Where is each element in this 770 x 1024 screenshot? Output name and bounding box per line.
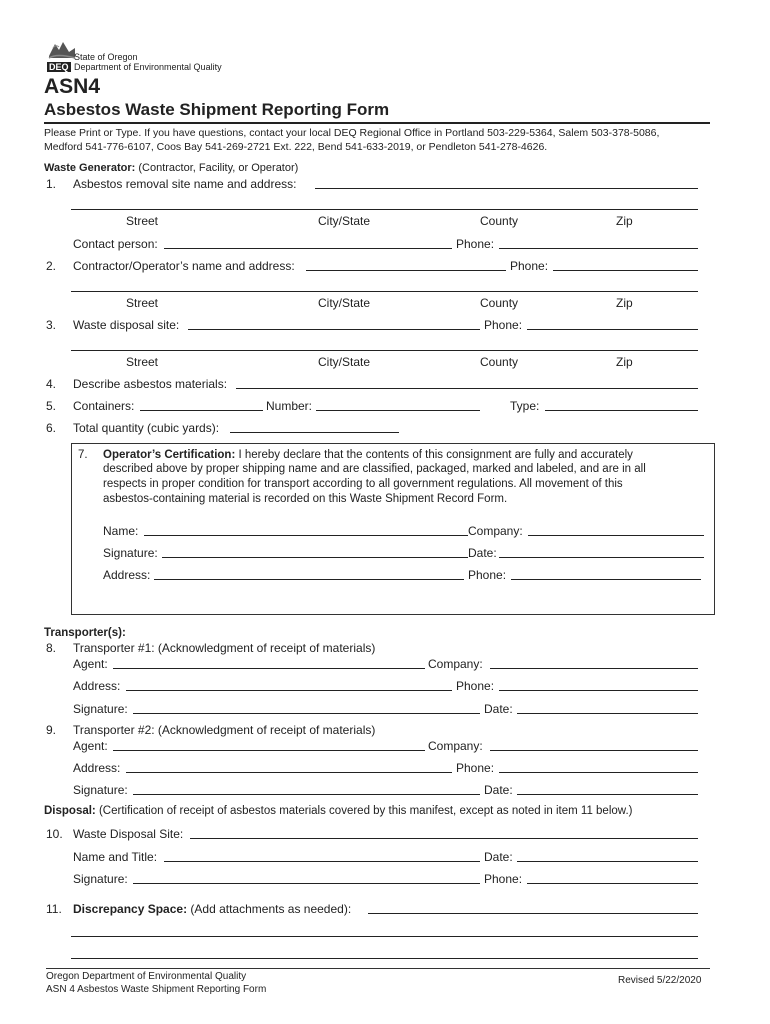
item-8-number: 8. [46,641,57,655]
item-5-number: 5. [46,399,57,413]
cert-name-field[interactable] [144,535,468,536]
cert-phone-field[interactable] [511,579,701,580]
t2-date-label: Date: [484,783,513,797]
disposal-date-label: Date: [484,850,513,864]
contractor-phone-field[interactable] [553,270,698,271]
transporters-heading: Transporter(s): [44,627,126,639]
item-3-label: Waste disposal site: [73,318,180,332]
t2-phone-field[interactable] [499,772,698,773]
contact-phone-field[interactable] [499,248,698,249]
type-field[interactable] [545,410,698,411]
disposal-phone-field[interactable] [527,883,698,884]
disposal-date-field[interactable] [517,861,698,862]
disposal-phone-field[interactable] [527,329,698,330]
t2-signature-label: Signature: [73,783,128,797]
transporter-2-label: Transporter #2: (Acknowledgment of receipt of materials) [73,723,376,737]
footer-form-ref: ASN 4 Asbestos Waste Shipment Reporting Form [46,984,267,995]
cert-address-field[interactable] [154,579,464,580]
discrepancy-label: Discrepancy Space: (Add attachments as needed): [73,902,352,916]
name-title-label: Name and Title: [73,850,158,864]
cert-signature-label: Signature: [103,546,158,560]
t2-agent-field[interactable] [113,750,425,751]
t2-address-field[interactable] [126,772,452,773]
disposal-site-name-field[interactable] [190,838,698,839]
disposal-phone-label: Phone: [484,318,523,332]
contractor-phone-label: Phone: [510,259,549,273]
disposal-phone-label: Phone: [484,872,523,886]
item-2-label: Contractor/Operator’s name and address: [73,259,295,273]
col-city-state: City/State [318,214,371,228]
certification-line-1: Operator’s Certification: I hereby declare that the contents of this consignment are fully and accurately [103,449,633,461]
col-city-state: City/State [318,355,371,369]
site-address-field[interactable] [71,209,698,210]
discrepancy-field-2[interactable] [71,936,698,937]
certification-line-3: respects in proper condition for transport according to all government regulations. All movement of this [103,478,623,490]
col-zip: Zip [616,214,633,228]
transporter-1-label: Transporter #1: (Acknowledgment of receipt of materials) [73,641,376,655]
title-rule [44,122,710,124]
instructions-line-2: Medford 541-776-6107, Coos Bay 541-269-2721 Ext. 222, Bend 541-633-2019, or Pendleton 541-278-4626. [44,141,548,153]
item-6-label: Total quantity (cubic yards): [73,421,220,435]
deq-badge: DEQ [49,62,69,72]
t1-signature-field[interactable] [133,713,480,714]
col-zip: Zip [616,296,633,310]
department-label: Department of Environmental Quality [74,62,222,72]
t2-signature-field[interactable] [133,794,480,795]
disposal-signature-label: Signature: [73,872,128,886]
site-name-field[interactable] [315,188,698,189]
col-street: Street [126,296,159,310]
t1-address-field[interactable] [126,690,452,691]
col-street: Street [126,355,159,369]
cert-phone-label: Phone: [468,568,507,582]
cert-date-field[interactable] [499,557,704,558]
cert-name-label: Name: [103,524,139,538]
certification-line-4: asbestos-containing material is recorded on this Waste Shipment Record Form. [103,493,508,505]
t1-company-label: Company: [428,657,483,671]
disposal-signature-field[interactable] [133,883,480,884]
disposal-site-label: Waste Disposal Site: [73,827,184,841]
item-4-number: 4. [46,377,57,391]
t1-phone-label: Phone: [456,679,495,693]
item-1-label: Asbestos removal site name and address: [73,177,297,191]
number-label: Number: [266,399,313,413]
item-1-number: 1. [46,177,57,191]
contact-person-field[interactable] [164,248,452,249]
t2-date-field[interactable] [517,794,698,795]
col-county: County [480,296,519,310]
col-county: County [480,355,519,369]
containers-label: Containers: [73,399,135,413]
col-street: Street [126,214,159,228]
item-3-number: 3. [46,318,57,332]
contact-person-label: Contact person: [73,237,158,251]
col-city-state: City/State [318,296,371,310]
total-quantity-field[interactable] [230,432,399,433]
cert-signature-field[interactable] [162,557,468,558]
t2-agent-label: Agent: [73,739,108,753]
state-label: State of Oregon [74,52,138,62]
instructions-line-1: Please Print or Type. If you have questions, contact your local DEQ Regional Office in Portland 503-229-5364, Salem 503-378-5086, [44,127,660,139]
form-title: Asbestos Waste Shipment Reporting Form [44,100,390,119]
cert-address-label: Address: [103,568,151,582]
t1-agent-field[interactable] [113,668,425,669]
t1-phone-field[interactable] [499,690,698,691]
contractor-name-field[interactable] [306,270,506,271]
item-4-label: Describe asbestos materials: [73,377,228,391]
footer-org: Oregon Department of Environmental Quality [46,971,247,982]
item-6-number: 6. [46,421,57,435]
type-label: Type: [510,399,540,413]
number-field[interactable] [316,410,480,411]
t2-company-label: Company: [428,739,483,753]
item-9-number: 9. [46,723,57,737]
t1-agent-label: Agent: [73,657,108,671]
t1-address-label: Address: [73,679,121,693]
t1-signature-label: Signature: [73,702,128,716]
materials-description-field[interactable] [236,388,698,389]
item-11-number: 11. [46,902,62,916]
generator-heading: Waste Generator: (Contractor, Facility, or Operator) [44,162,299,174]
t2-company-field[interactable] [490,750,698,751]
contractor-address-field[interactable] [71,291,698,292]
deq-logo-icon [47,38,77,64]
disposal-heading: Disposal: (Certification of receipt of asbestos materials covered by this manifest, except as noted in item 11 below.) [44,805,633,817]
certification-line-2: described above by proper shipping name and are classified, packaged, marked and labeled, and are in all [103,463,646,475]
cert-date-label: Date: [468,546,497,560]
t1-date-field[interactable] [517,713,698,714]
col-county: County [480,214,519,228]
col-zip: Zip [616,355,633,369]
footer-revised: Revised 5/22/2020 [618,975,702,986]
cert-company-label: Company: [468,524,523,538]
disposal-address-field[interactable] [71,350,698,351]
footer-rule [46,968,710,969]
name-title-field[interactable] [164,861,480,862]
item-2-number: 2. [46,259,57,273]
discrepancy-field-1[interactable] [368,913,698,914]
discrepancy-field-3[interactable] [71,958,698,959]
item-7-number: 7. [78,449,88,461]
cert-company-field[interactable] [528,535,704,536]
form-code: ASN4 [44,75,101,98]
disposal-site-field[interactable] [188,329,480,330]
t1-date-label: Date: [484,702,513,716]
t2-address-label: Address: [73,761,121,775]
t2-phone-label: Phone: [456,761,495,775]
containers-field[interactable] [140,410,263,411]
t1-company-field[interactable] [490,668,698,669]
contact-phone-label: Phone: [456,237,495,251]
item-10-number: 10. [46,827,63,841]
